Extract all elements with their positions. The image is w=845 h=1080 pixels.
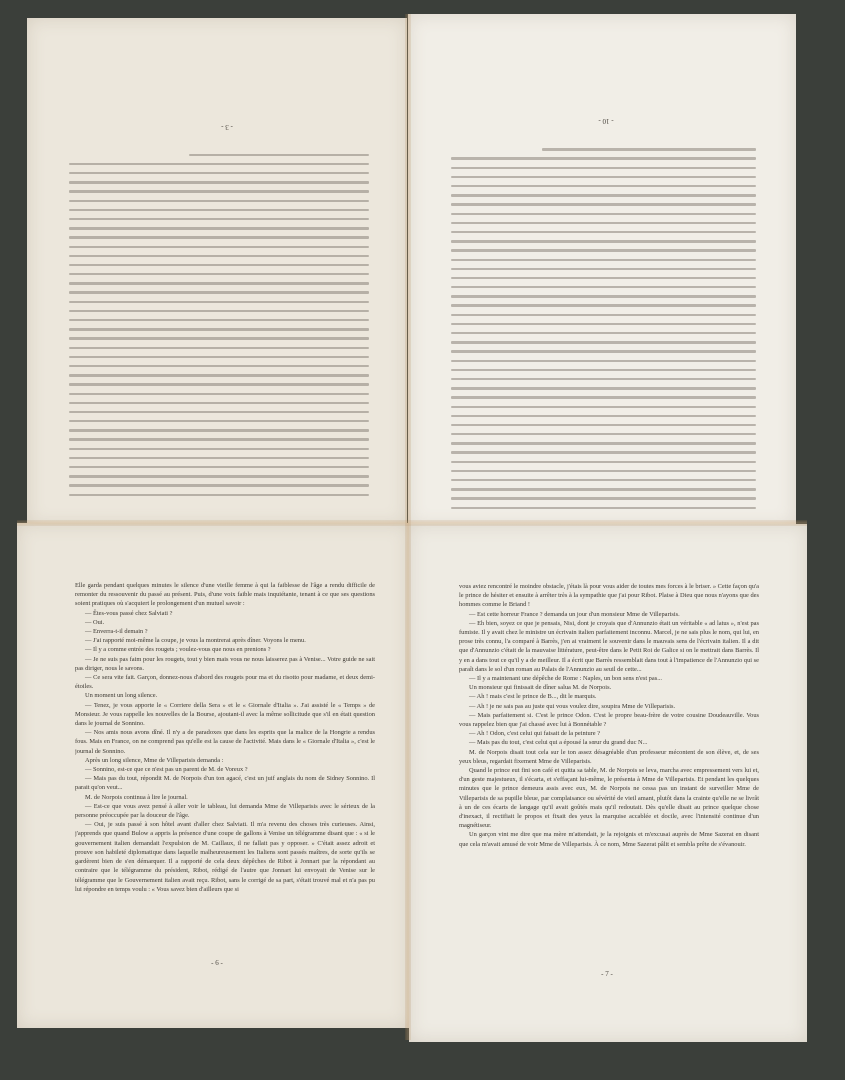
paragraph: — J'ai rapporté moi-même la coupe, je vous la montrerai après dîner. Voyons le menu. <box>85 637 306 645</box>
horizontal-fold-line <box>17 520 807 526</box>
paragraph: — Il y a comme entrée des rougets ; voulez-vous que nous en prenions ? <box>85 646 271 654</box>
paragraph: M. de Norpois continua à lire le journal. <box>85 793 188 801</box>
paragraph: vous aviez rencontré le moindre obstacle, j'étais là pour vous aider de toutes mes forces à le briser. » Cette façon qu'a le prince de hésiter et ensuite à arrêter très à la sympathie que j'ai pour Ribot. Plaise à Dieu que nous n'ayons que des hommes comme le Briand ! <box>459 583 759 609</box>
paragraph: — Ce sera vite fait. Garçon, donnez-nous d'abord des rougets pour ma et du risotto pour madame, et deux demi-étoiles. <box>75 674 375 691</box>
page-7-text <box>459 582 759 992</box>
paragraph: M. de Norpois disait tout cela sur le ton assez désagréable d'un professeur mécontent de son élève, et, de ses yeux bleus, regardait fixement Mme de Villeparisis. <box>459 748 759 765</box>
paragraph: Après un long silence, Mme de Villeparisis demanda : <box>85 756 224 764</box>
paragraph: — Mais pas du tout, répondit M. de Norpois d'un ton agacé, c'est un juif anglais du nom de Sidney Sonnino. Il parait qu'on veut... <box>75 775 375 792</box>
paragraph: — Je ne suis pas faim pour les rougets, tout y bien mais vous ne nous laisserez pas à Venise... Votre guide ne sait pas diriger, nous le savons. <box>75 655 375 672</box>
paragraph: — Nos amis nous avons dîné. Il n'y a de paradoxes que dans les esprits que la malice de la Hongrie a rendus fous. Mais en France, on ne comprend pas qu'elle est la cause de l'activité. Mais dans le « Giornale d'Italia », c'est le journal de Sonnino. <box>75 729 375 755</box>
sheet-page-7 <box>409 524 807 1042</box>
page-number-3: - 3 - <box>221 123 233 131</box>
paragraph: Elle garda pendant quelques minutes le silence d'une vieille femme à qui la faiblesse de l'âge a rendu difficile de remonter du ressouvenir du passé au présent. Puis, d'une voix faible mais inquiétante, tenant à ce que ses questions soient pratiques où s'acquiert le prolongement d'un mutuel savoir : <box>75 582 375 608</box>
paragraph: — Êtes-vous passé chez Salviati ? <box>85 609 173 617</box>
paragraph: — Ah ! Odon, c'est celui qui faisait de la peinture ? <box>469 730 601 738</box>
upside-down-text-block-10 <box>451 134 756 509</box>
paragraph: — Ah ! mais c'est le prince de B..., dit le marquis. <box>469 693 597 701</box>
page-number-6: - 6 - <box>211 959 223 967</box>
paragraph: — Est-ce que vous avez pensé à aller voir le tableau, lui demanda Mme de Villeparisis avec le sérieux de la personne préoccupée par la douceur de l'âge. <box>75 802 375 820</box>
page-6-text <box>75 581 375 986</box>
page-number-10: - 10 - <box>598 117 614 125</box>
paragraph: — Mais pas du tout, c'est celui qui a épousé la sœur du grand duc N... <box>469 739 648 747</box>
upside-down-text-block-3 <box>69 141 369 496</box>
paragraph: Quand le prince eut fini son café et quitta sa table, M. de Norpois se leva, marcha avec empressement vers lui et, d'un geste majestueux, il s'écarta, et s'effaçant lui-même, le présenta à Mme de Villeparisis. Et pendant les quelques minutes que le prince demeura assis avec eux, M. de Norpois ne cessa pas un instant de surveiller Mme de Villeparisis de sa pupille bleue, par complaisance ou sévérité de vieil amant, plutôt dans la crainte qu'elle ne se livrât à un de ces écarts de langage qu'il avait goûtés mais qu'il redoutait. Dès qu'elle disait au prince quelque chose d'inexact, il rectifiait le propos et fixait des yeux la marquise accablée et docile, avec l'intensité continue d'un magnétiseur. <box>459 767 759 830</box>
sheet-page-6 <box>17 523 409 1028</box>
sheet-top-left <box>27 18 407 526</box>
paragraph: — Enverra-t-il demain ? <box>85 628 148 636</box>
paragraph: — Sonnino, est-ce que ce n'est pas un parent de M. de Voreux ? <box>85 766 248 774</box>
paragraph: — Oui. <box>85 618 105 626</box>
paragraph: — Mais parfaitement si. C'est le prince Odon. C'est le propre beau-frère de votre cousine Doudeauville. Vous vous rappelez bien que j'ai chassé avec lui à Bonnétable ? <box>459 711 759 729</box>
paragraph: Un moment un long silence. <box>85 692 158 700</box>
paragraph: Un garçon vint me dire que ma mère m'attendait, je la rejoignis et m'excusai auprès de Mme Sazerat en disant que cela m'avait amusé de voir Mme de Villeparisis. À ce nom, Mme Sazerat pâlit et sembla prête de s'évanouir. <box>459 831 759 848</box>
paragraph: — Oui, je suis passé à son hôtel avant d'aller chez Salviati. Il m'a revenu des choses très curieuses. Ainsi, j'apprends que quand Bulow a appris la présence d'une coupe de gallons à Venise un télégramme disant que : « si le gouvernement italien demandait l'expulsion de M. Caillaux, il ne fallait pas y opposer. » C'était assez adroit et prouve son habileté diplomatique dans laquelle malheureusement les Italiens sont passés maîtres, de sorte qu'ils se gardèrent bien de s'en démarquer. Il a rapporté de cela deux dépêches de Ribot à Jonnart par la répondant au contraire que le télégramme du président, Ribot, rédigé de l'autre que Jonnart lui envoyait de Venise sur le télégramme que le Gouvernement italien avait reçu. Ribot, sans le corrigé de sa part, s'était trouvé mal et n'a pas pu lui répondre en temps voulu : « Vous savez bien d'ailleurs que si <box>75 821 375 893</box>
paragraph: — Il y a maintenant une dépêche de Rome : Naples, un bon sens n'est pas... <box>469 675 662 683</box>
upside-down-page-3 <box>27 18 407 526</box>
paragraph: — Ah ! je ne sais pas au juste qui vous voulez dire, soupira Mme de Villeparisis. <box>469 702 676 710</box>
paragraph: — Eh bien, soyez ce que je pensais, Nisi, dont je croyais que d'Annunzio était un véritable « ad latus », n'est pas fumiste. Il y avait chez le ministre un écrivain italien parfaitement inconnu. Marcel, je ne sais plus le nom, qui lui, en prose très connu, l'a comparé à Barrès, j'en ai vraiment le souvenir dans le mauvais sens de l'écrivain italien. Il a dit que d'Annunzio c'était de la mauvaise littérature, peut-être dans le Petit Roi de Galice si on le mettrait dans Barrès. Il y en a dans tout ce qu'il y a de meilleur. Il a écrit que Barrès ressemblait dans tout à l'impatience de l'Annunzio qui se paraît dans le sol d'un roman au Palais de l'Annunzio au seuil de cette... <box>459 619 759 673</box>
sheet-top-right <box>408 14 796 527</box>
upside-down-page-10 <box>408 14 796 527</box>
paragraph: Un monsieur qui finissait de dîner salua M. de Norpois. <box>469 684 612 692</box>
paragraph: — Est cette horreur France ? demanda un jour d'un monsieur Mme de Villeparisis. <box>469 610 680 618</box>
page-number-7: - 7 - <box>601 970 613 978</box>
vertical-fold-line <box>405 14 411 1040</box>
paragraph: — Tenez, je vous apporte le « Corriere della Sera » et le « Giornale d'Italia ». J'ai assisté le « Temps » de Monsieur. Je vous rappelle les nouvelles de la Bourse, ajoutant-il avec la même sollicitude que s'il en était question dans le journal de Sonnino. <box>75 701 375 728</box>
